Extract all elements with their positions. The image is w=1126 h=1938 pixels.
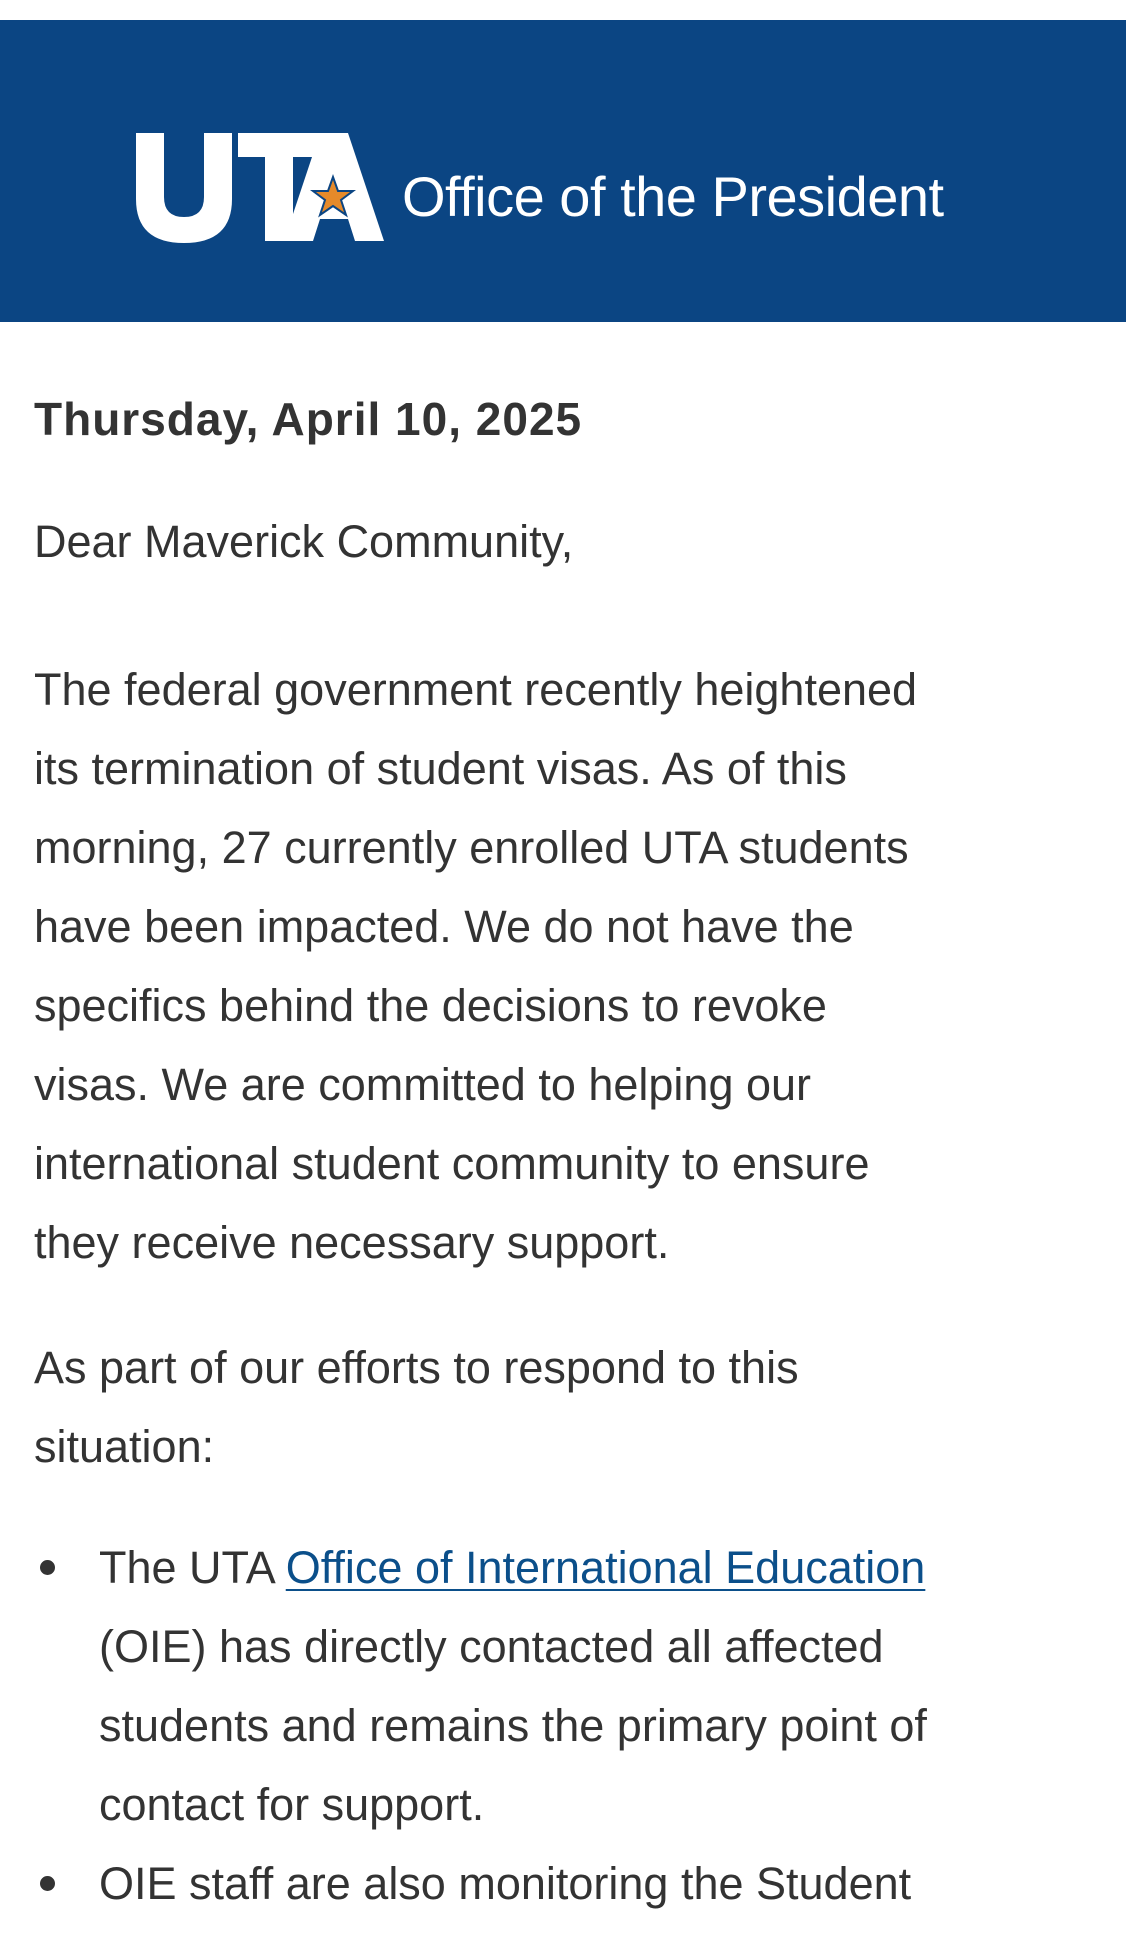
bullet-icon xyxy=(40,1560,55,1575)
paragraph-line: situation: xyxy=(34,1421,215,1472)
efforts-list xyxy=(34,1528,1094,1923)
list-item-prefix: The UTA xyxy=(99,1542,286,1593)
office-title: Office of the President xyxy=(402,165,944,228)
list-item-line: contact for support. xyxy=(99,1779,485,1830)
paragraph-line: The federal government recently heightened xyxy=(34,664,918,715)
paragraph-line: specifics behind the decisions to revoke xyxy=(34,980,827,1031)
paragraph-line: visas. We are committed to helping our xyxy=(34,1059,812,1110)
list-item-line: students and remains the primary point of xyxy=(99,1700,927,1751)
paragraph-line: its termination of student visas. As of this xyxy=(34,743,847,794)
letter-date: Thursday, April 10, 2025 xyxy=(34,393,583,445)
list-item-first-line xyxy=(99,1528,1094,1607)
uta-logo xyxy=(134,125,994,245)
paragraph-line: As part of our efforts to respond to this xyxy=(34,1342,799,1393)
list-item-line: (OIE) has directly contacted all affected xyxy=(99,1621,884,1672)
list-item xyxy=(34,1528,1094,1844)
bullet-icon xyxy=(40,1876,55,1891)
paragraph-line: morning, 27 currently enrolled UTA students xyxy=(34,822,909,873)
paragraph-line: they receive necessary support. xyxy=(34,1217,670,1268)
paragraph-line: have been impacted. We do not have the xyxy=(34,901,854,952)
paragraph-visa-terminations xyxy=(34,650,1094,1282)
paragraph-line: international student community to ensure xyxy=(34,1138,870,1189)
header-banner xyxy=(0,20,1126,322)
oie-link[interactable]: Office of International Education xyxy=(285,1542,926,1593)
top-margin xyxy=(0,0,1126,20)
uta-logo-mark xyxy=(134,125,384,245)
paragraph-efforts xyxy=(34,1328,1094,1486)
list-item-line: OIE staff are also monitoring the Student xyxy=(99,1858,912,1909)
greeting: Dear Maverick Community, xyxy=(34,516,574,567)
list-item xyxy=(34,1844,1094,1923)
